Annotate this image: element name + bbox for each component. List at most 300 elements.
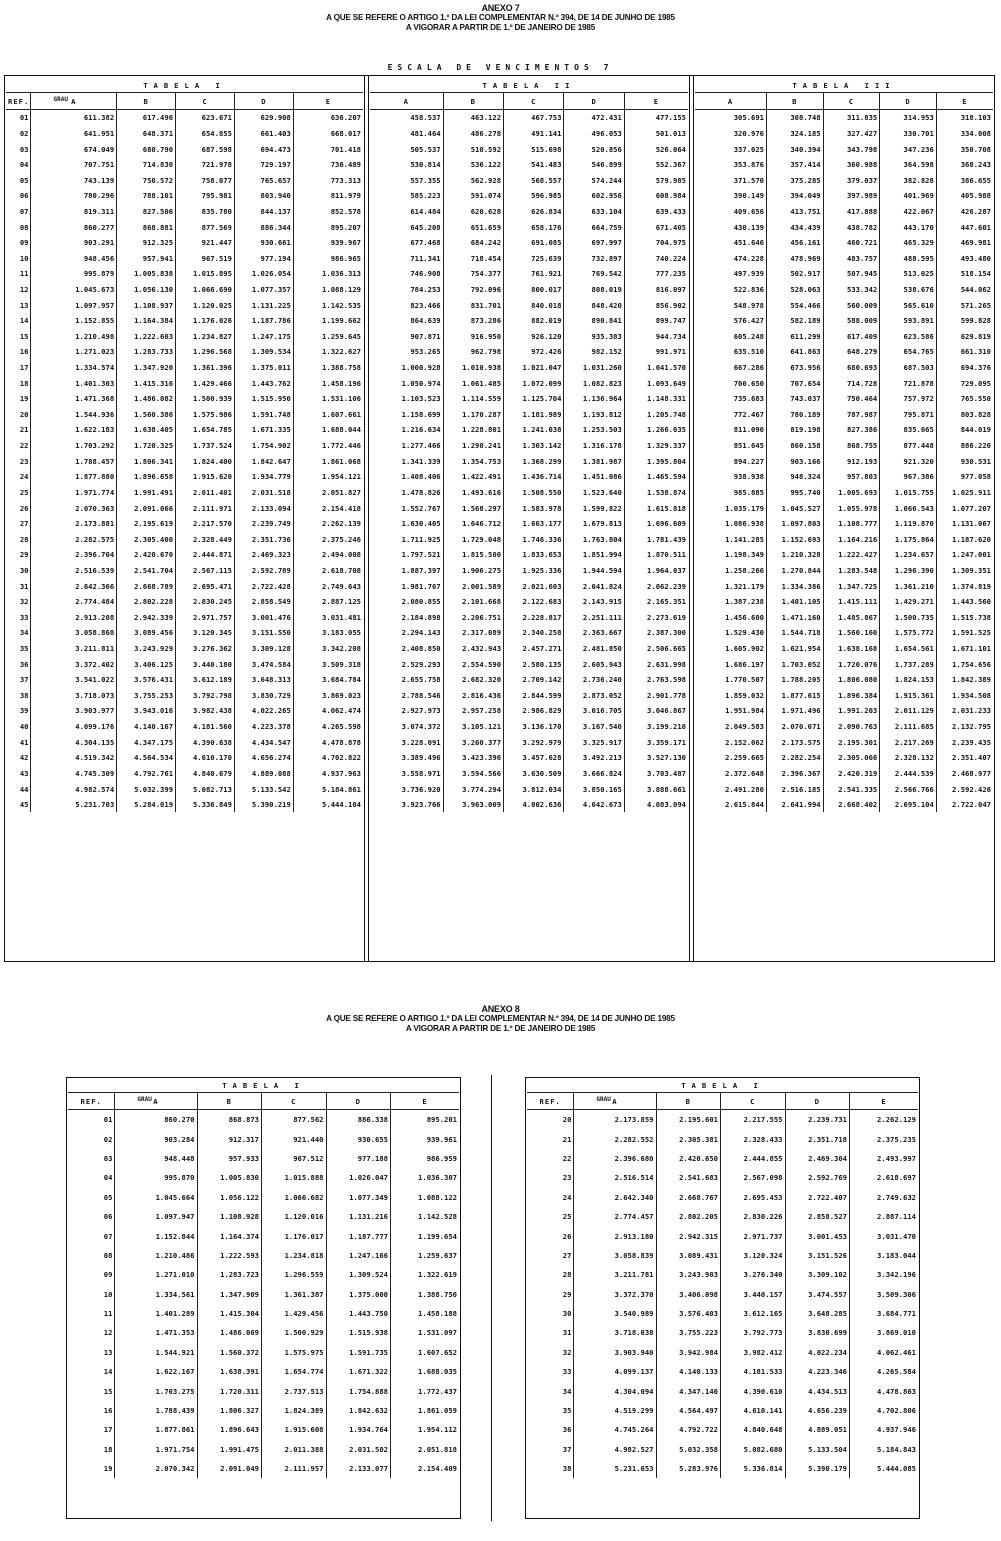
value-cell: 711.341	[410, 253, 441, 263]
value-cell: 1.199.654	[391, 1226, 459, 1245]
value-cell: 2.363.667	[564, 625, 624, 641]
value-cell: 3.292.979	[504, 734, 564, 750]
table-row	[68, 1265, 459, 1284]
value-cell: 1.247.001	[936, 547, 993, 563]
table-row	[6, 344, 363, 360]
column-header: C	[262, 1093, 327, 1110]
table-row	[695, 531, 993, 547]
value-cell: 4.792.722	[656, 1420, 721, 1439]
value-cell: 3.736.920	[401, 784, 441, 794]
value-cell: 1.422.491	[443, 469, 503, 485]
value-cell: 451.646	[733, 238, 765, 248]
value-cell: 1.296.559	[262, 1265, 327, 1284]
value-cell: 899.747	[624, 313, 688, 329]
value-cell: 2.927.973	[401, 706, 441, 716]
value-cell: 3.492.213	[564, 750, 624, 766]
value-cell: 765.657	[234, 172, 293, 188]
value-cell: 2.282.552	[574, 1129, 656, 1148]
value-cell: 967.519	[176, 250, 235, 266]
value-cell: 1.711.925	[401, 534, 441, 544]
value-cell: 2.217.570	[176, 516, 235, 532]
value-cell: 3.474.557	[785, 1285, 850, 1304]
value-cell: 565.610	[880, 297, 937, 313]
value-cell: 1.925.336	[504, 563, 564, 579]
value-cell: 2.469.304	[785, 1149, 850, 1168]
value-cell: 641.863	[767, 344, 824, 360]
ref-cell: 42	[19, 753, 29, 763]
anexo8-header	[0, 1004, 1001, 1034]
table-row	[695, 329, 993, 345]
value-cell: 1.347.725	[823, 578, 880, 594]
ref-cell: 10	[103, 1289, 113, 1299]
value-cell: 1.322.627	[293, 344, 363, 360]
value-cell: 1.415.316	[117, 375, 176, 391]
value-cell: 417.888	[823, 204, 880, 220]
value-cell: 3.183.055	[293, 625, 363, 641]
value-cell: 977.194	[234, 250, 293, 266]
value-cell: 721.978	[176, 157, 235, 173]
value-cell: 2.682.320	[443, 672, 503, 688]
ref-cell: 04	[19, 160, 29, 170]
ref-cell: 06	[19, 191, 29, 201]
value-cell: 493.480	[936, 250, 993, 266]
anexo8-subtitle: A QUE SE REFERE O ARTIGO 1.º DA LEI COMPLEMENTAR N.º 394, DE 14 DE JUNHO DE 1985	[326, 1014, 675, 1023]
value-cell: 668.017	[293, 126, 363, 142]
table-row	[527, 1420, 918, 1439]
table-row	[370, 126, 688, 142]
value-cell: 1.056.130	[117, 282, 176, 298]
table-row	[527, 1110, 918, 1130]
table-row	[695, 547, 993, 563]
value-cell: 3.509.306	[850, 1285, 918, 1304]
value-cell: 1.915.620	[176, 469, 235, 485]
value-cell: 1.401.303	[31, 375, 117, 391]
value-cell: 4.265.584	[850, 1362, 918, 1381]
value-cell: 1.021.047	[504, 360, 564, 376]
value-cell: 877.569	[176, 219, 235, 235]
value-cell: 596.985	[504, 188, 564, 204]
value-cell: 687.598	[176, 141, 235, 157]
value-cell: 1.097.803	[767, 516, 824, 532]
table-row	[370, 204, 688, 220]
value-cell: 3.718.038	[574, 1323, 656, 1342]
value-cell: 1.066.690	[176, 282, 235, 298]
value-cell: 2.444.855	[721, 1149, 786, 1168]
value-cell: 611.299	[767, 329, 824, 345]
value-cell: 1.347.920	[117, 360, 176, 376]
value-cell: 721.878	[880, 375, 937, 391]
table-row	[695, 734, 993, 750]
value-cell: 3.923.766	[401, 800, 441, 810]
value-cell: 1.341.339	[401, 456, 441, 466]
value-cell: 3.792.798	[176, 688, 235, 704]
value-cell: 792.096	[443, 282, 503, 298]
value-cell: 912.325	[117, 235, 176, 251]
value-cell: 1.954.112	[391, 1420, 459, 1439]
value-cell: 541.483	[504, 157, 564, 173]
column-header: E	[624, 93, 688, 110]
ref-cell: 15	[103, 1386, 113, 1396]
table-row	[370, 313, 688, 329]
table-row	[370, 703, 688, 719]
grade-letter: A	[153, 1096, 159, 1106]
value-cell: 1.788.457	[31, 453, 117, 469]
value-cell: 3.527.130	[624, 750, 688, 766]
anexo7-tabela-2	[370, 79, 688, 961]
value-cell: 2.062.239	[624, 578, 688, 594]
value-cell: 986.965	[293, 250, 363, 266]
ref-cell: 21	[562, 1134, 572, 1144]
value-cell: 860.277	[31, 219, 117, 235]
value-cell: 2.566.766	[880, 781, 937, 797]
value-cell: 1.815.500	[443, 547, 503, 563]
table-row	[370, 438, 688, 454]
value-cell: 1.120.016	[262, 1207, 327, 1226]
value-cell: 1.097.957	[31, 297, 117, 313]
value-cell: 2.001.589	[443, 578, 503, 594]
value-cell: 868.881	[117, 219, 176, 235]
value-cell: 1.638.168	[823, 641, 880, 657]
value-cell: 2.396.704	[31, 547, 117, 563]
value-cell: 654.855	[176, 126, 235, 142]
table-row	[527, 1381, 918, 1400]
column-header	[574, 1093, 656, 1110]
value-cell: 995.879	[31, 266, 117, 282]
value-cell: 780.189	[767, 407, 824, 423]
value-cell: 591.074	[443, 188, 503, 204]
value-cell: 1.806.080	[823, 672, 880, 688]
value-cell: 2.802.228	[117, 594, 176, 610]
anexo7-divider-1b	[368, 76, 369, 961]
value-cell: 3.963.009	[443, 797, 503, 813]
value-cell: 811.979	[293, 188, 363, 204]
value-cell: 4.745.309	[31, 766, 117, 782]
value-cell: 5.184.843	[850, 1440, 918, 1459]
value-cell: 430.139	[733, 222, 765, 232]
value-cell: 877.448	[880, 438, 937, 454]
value-cell: 2.133.094	[234, 500, 293, 516]
column-header: D	[785, 1093, 850, 1110]
value-cell: 795.871	[880, 407, 937, 423]
table-caption: TABELA I	[6, 79, 363, 93]
value-cell: 750.572	[117, 172, 176, 188]
value-cell: 972.426	[504, 344, 564, 360]
value-cell: 1.607.652	[391, 1343, 459, 1362]
value-cell: 2.152.062	[725, 737, 765, 747]
ref-cell: 26	[562, 1231, 572, 1241]
value-cell: 729.197	[234, 157, 293, 173]
value-cell: 460.721	[823, 235, 880, 251]
table-row	[695, 235, 993, 251]
value-cell: 1.720.311	[197, 1381, 262, 1400]
grau-label: GRAU	[596, 1096, 611, 1103]
value-cell: 1.088.122	[391, 1188, 459, 1207]
value-cell: 635.510	[733, 347, 765, 357]
value-cell: 2.239.731	[785, 1110, 850, 1130]
value-cell: 1.429.456	[262, 1304, 327, 1323]
value-cell: 413.751	[767, 204, 824, 220]
value-cell: 957.933	[197, 1149, 262, 1168]
value-cell: 1.077.349	[326, 1188, 391, 1207]
value-cell: 5.133.504	[785, 1440, 850, 1459]
table-row	[695, 563, 993, 579]
value-cell: 2.387.300	[624, 625, 688, 641]
ref-cell: 23	[562, 1173, 572, 1183]
value-cell: 714.830	[117, 157, 176, 173]
value-cell: 2.444.539	[880, 766, 937, 782]
ref-cell: 17	[19, 363, 29, 373]
value-cell: 967.386	[880, 469, 937, 485]
value-cell: 2.239.435	[936, 734, 993, 750]
value-cell: 831.701	[443, 297, 503, 313]
value-cell: 1.451.086	[564, 469, 624, 485]
anexo7-tabela-3	[695, 79, 993, 961]
value-cell: 3.183.044	[850, 1246, 918, 1265]
value-cell: 912.317	[197, 1129, 262, 1148]
value-cell: 1.131.216	[326, 1207, 391, 1226]
table-row	[6, 719, 363, 735]
value-cell: 986.959	[391, 1149, 459, 1168]
value-cell: 2.722.428	[234, 578, 293, 594]
value-cell: 2.251.111	[564, 610, 624, 626]
table-row	[68, 1207, 459, 1226]
value-cell: 769.542	[564, 266, 624, 282]
value-cell: 582.189	[767, 313, 824, 329]
value-cell: 2.971.757	[176, 610, 235, 626]
value-cell: 1.210.498	[31, 329, 117, 345]
value-cell: 1.322.619	[391, 1265, 459, 1284]
value-cell: 4.181.533	[721, 1362, 786, 1381]
value-cell: 327.427	[823, 126, 880, 142]
value-cell: 1.187.620	[936, 531, 993, 547]
value-cell: 3.120.345	[176, 625, 235, 641]
value-cell: 533.342	[823, 282, 880, 298]
value-cell: 3.089.431	[656, 1246, 721, 1265]
ref-cell: 06	[103, 1212, 113, 1222]
ref-cell: 01	[19, 113, 29, 123]
value-cell: 912.193	[823, 453, 880, 469]
value-cell: 2.830.226	[721, 1207, 786, 1226]
value-cell: 4.181.560	[176, 719, 235, 735]
value-cell: 2.173.859	[574, 1110, 656, 1130]
value-cell: 1.283.548	[823, 563, 880, 579]
value-cell: 4.702.822	[293, 750, 363, 766]
value-cell: 1.270.844	[767, 563, 824, 579]
value-cell: 1.041.570	[624, 360, 688, 376]
value-cell: 697.997	[564, 235, 624, 251]
value-cell: 4.099.137	[574, 1362, 656, 1381]
value-cell: 808.019	[564, 282, 624, 298]
value-cell: 664.759	[564, 219, 624, 235]
table-row	[6, 438, 363, 454]
value-cell: 2.986.829	[504, 703, 564, 719]
scale-title: ESCALA DE VENCIMENTOS 7	[387, 63, 614, 72]
value-cell: 1.508.550	[504, 485, 564, 501]
value-cell: 740.224	[624, 250, 688, 266]
value-cell: 938.938	[733, 472, 765, 482]
column-header: D	[234, 93, 293, 110]
value-cell: 1.015.755	[880, 485, 937, 501]
value-cell: 5.082.680	[721, 1440, 786, 1459]
value-cell: 957.803	[823, 469, 880, 485]
value-cell: 1.199.662	[293, 313, 363, 329]
value-cell: 2.774.457	[574, 1207, 656, 1226]
value-cell: 1.471.160	[767, 610, 824, 626]
value-cell: 4.042.673	[564, 797, 624, 813]
value-cell: 510.592	[443, 141, 503, 157]
value-cell: 1.971.774	[31, 485, 117, 501]
value-cell: 1.703.292	[31, 438, 117, 454]
value-cell: 1.485.867	[823, 610, 880, 626]
value-cell: 2.091.066	[117, 500, 176, 516]
value-cell: 4.656.274	[234, 750, 293, 766]
value-cell: 5.082.713	[176, 781, 235, 797]
value-cell: 2.011.401	[176, 485, 235, 501]
value-cell: 2.021.603	[504, 578, 564, 594]
value-cell: 2.722.047	[936, 797, 993, 813]
value-cell: 1.646.712	[443, 516, 503, 532]
table-row	[6, 282, 363, 298]
value-cell: 2.830.245	[176, 594, 235, 610]
table-row	[527, 1207, 918, 1226]
value-cell: 1.334.386	[767, 578, 824, 594]
table-row	[6, 563, 363, 579]
value-cell: 1.523.640	[564, 485, 624, 501]
table-row	[370, 485, 688, 501]
value-cell: 3.309.102	[785, 1265, 850, 1284]
value-cell: 318.103	[936, 110, 993, 126]
value-cell: 2.592.769	[785, 1168, 850, 1187]
value-cell: 860.158	[767, 438, 824, 454]
table-row	[370, 516, 688, 532]
value-cell: 2.695.453	[721, 1188, 786, 1207]
value-cell: 1.671.322	[326, 1362, 391, 1381]
value-cell: 1.303.142	[504, 438, 564, 454]
value-cell: 803.940	[234, 188, 293, 204]
value-cell: 337.025	[733, 144, 765, 154]
value-cell: 3.869.010	[850, 1323, 918, 1342]
value-cell: 4.022.234	[785, 1343, 850, 1362]
value-cell: 1.654.774	[262, 1362, 327, 1381]
value-cell: 522.836	[733, 285, 765, 294]
ref-cell: 31	[562, 1328, 572, 1338]
value-cell: 4.937.946	[850, 1420, 918, 1439]
value-cell: 787.987	[823, 407, 880, 423]
table-row	[6, 297, 363, 313]
value-cell: 1.703.052	[767, 656, 824, 672]
table-row	[527, 1323, 918, 1342]
value-cell: 1.688.044	[293, 422, 363, 438]
value-cell: 736.489	[293, 157, 363, 173]
column-header: E	[293, 93, 363, 110]
column-header: B	[656, 1093, 721, 1110]
table-row	[370, 688, 688, 704]
value-cell: 2.011.388	[262, 1440, 327, 1459]
ref-cell: 01	[103, 1115, 113, 1125]
value-cell: 4.434.513	[785, 1381, 850, 1400]
table-row	[68, 1381, 459, 1400]
value-cell: 2.432.943	[443, 641, 503, 657]
value-cell: 654.765	[880, 344, 937, 360]
table-row	[370, 469, 688, 485]
ref-cell: 21	[19, 425, 29, 435]
value-cell: 3.001.476	[234, 610, 293, 626]
value-cell: 1.253.503	[564, 422, 624, 438]
ref-header: REF.	[527, 1093, 574, 1110]
value-cell: 795.981	[176, 188, 235, 204]
column-header: D	[326, 1093, 391, 1110]
table-row	[695, 438, 993, 454]
value-cell: 3.888.661	[624, 781, 688, 797]
table-row	[695, 625, 993, 641]
value-cell: 2.668.767	[656, 1188, 721, 1207]
value-cell: 2.942.339	[117, 610, 176, 626]
value-cell: 364.598	[880, 157, 937, 173]
value-cell: 422.067	[880, 204, 937, 220]
value-cell: 2.011.129	[880, 703, 937, 719]
value-cell: 1.630.405	[401, 519, 441, 529]
table-row	[68, 1343, 459, 1362]
salary-table	[6, 79, 363, 812]
value-cell: 750.464	[823, 391, 880, 407]
value-cell: 3.812.034	[504, 781, 564, 797]
value-cell: 614.484	[410, 206, 441, 216]
value-cell: 704.975	[624, 235, 688, 251]
value-cell: 1.309.534	[234, 344, 293, 360]
value-cell: 3.474.584	[234, 656, 293, 672]
value-cell: 2.887.114	[850, 1207, 918, 1226]
value-cell: 1.108.937	[117, 297, 176, 313]
ref-cell: 14	[103, 1367, 113, 1377]
value-cell: 1.241.038	[504, 422, 564, 438]
table-row	[695, 360, 993, 376]
table-row	[68, 1168, 459, 1187]
value-cell: 478.969	[767, 250, 824, 266]
value-cell: 626.834	[504, 204, 564, 220]
value-cell: 4.519.342	[31, 750, 117, 766]
value-cell: 3.684.771	[850, 1304, 918, 1323]
value-cell: 3.228.091	[401, 737, 441, 747]
value-cell: 1.158.699	[401, 409, 441, 419]
column-header: B	[443, 93, 503, 110]
value-cell: 1.971.754	[115, 1440, 197, 1459]
value-cell: 4.390.638	[176, 734, 235, 750]
value-cell: 1.035.179	[725, 503, 765, 513]
ref-cell: 02	[103, 1134, 113, 1144]
value-cell: 1.458.196	[293, 375, 363, 391]
value-cell: 368.243	[936, 157, 993, 173]
value-cell: 1.915.608	[262, 1420, 327, 1439]
value-cell: 1.061.485	[443, 375, 503, 391]
value-cell: 386.655	[936, 172, 993, 188]
ref-cell: 24	[562, 1192, 572, 1202]
value-cell: 1.896.384	[823, 688, 880, 704]
value-cell: 1.591.735	[326, 1343, 391, 1362]
salary-table	[527, 1079, 918, 1478]
value-cell: 1.861.059	[391, 1401, 459, 1420]
value-cell: 2.259.665	[725, 753, 765, 763]
value-cell: 718.454	[443, 250, 503, 266]
table-row	[695, 672, 993, 688]
value-cell: 3.703.487	[624, 766, 688, 782]
value-cell: 2.132.795	[936, 719, 993, 735]
value-cell: 1.772.446	[293, 438, 363, 454]
value-cell: 2.749.643	[293, 578, 363, 594]
value-cell: 4.982.574	[31, 781, 117, 797]
value-cell: 5.032.358	[656, 1440, 721, 1459]
ref-cell: 20	[562, 1115, 572, 1125]
value-cell: 1.770.507	[725, 675, 765, 685]
